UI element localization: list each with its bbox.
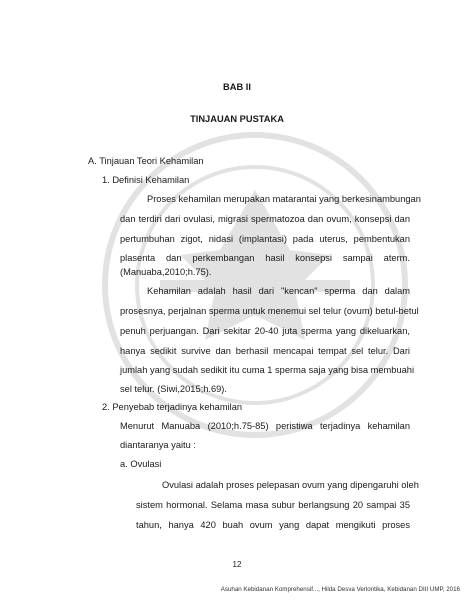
subsection-heading: 1. Definisi Kehamilan [102,175,190,185]
paragraph-line: Menurut Manuaba (2010;h.75-85) peristiwa terjadinya kehamilan [120,421,410,431]
chapter-number: BAB II [223,82,251,92]
paragraph-line: plasenta dan perkembangan hasil konsepsi sampai aterm. [120,253,410,263]
paragraph-line: pertumbuhan zigot, nidasi (implantasi) pada uterus, pembentukan [120,234,410,244]
chapter-title: TINJAUAN PUSTAKA [190,114,284,124]
paragraph-line: Ovulasi adalah proses pelepasan ovum yang dipengaruhi oleh [162,480,419,490]
paragraph-line: Proses kehamilan merupakan matarantai yang berkesinambungan [147,194,421,204]
paragraph-line: Kehamilan adalah hasil dari "kencan" sperma dan dalam [147,286,410,296]
footer-citation: Asuhan Kebidanan Komprehensif..., Hilda Desva Verlontika, Kebidanan DIII UMP, 2016 [220,586,460,593]
paragraph-line: penuh perjuangan. Dari sekitar 20-40 juta sperma yang dikeluarkan, [120,326,410,336]
paragraph-line: sel telur. (Siwi,2015;h.69). [120,384,227,394]
page-number: 12 [232,560,242,569]
paragraph-line: prosesnya, perjalnan sperma untuk menemui sel telur (ovum) betul-betul [120,306,419,316]
list-item-heading: a. Ovulasi [120,459,162,469]
paragraph-line: sistem hormonal. Selama masa subur berlangsung 20 sampai 35 [136,500,410,510]
paragraph-line: (Manuaba,2010;h.75). [120,267,212,277]
paragraph-line: diantaranya yaitu : [120,440,196,450]
section-heading: A. Tinjauan Teori Kehamilan [88,156,204,166]
paragraph-line: tahun, hanya 420 buah ovum yang dapat mengikuti proses [136,520,410,530]
paragraph-line: dan terdiri dari ovulasi, migrasi spermatozoa dan ovum, konsepsi dan [120,214,410,224]
paragraph-line: hanya sedikit survive dan berhasil mencapai tempat sel telur. Dari [120,346,410,356]
paragraph-line: jumlah yang sudah sedikit itu cuma 1 sperma saja yang bisa membuahi [120,365,415,375]
subsection-heading: 2. Penyebab terjadinya kehamilan [102,402,243,412]
